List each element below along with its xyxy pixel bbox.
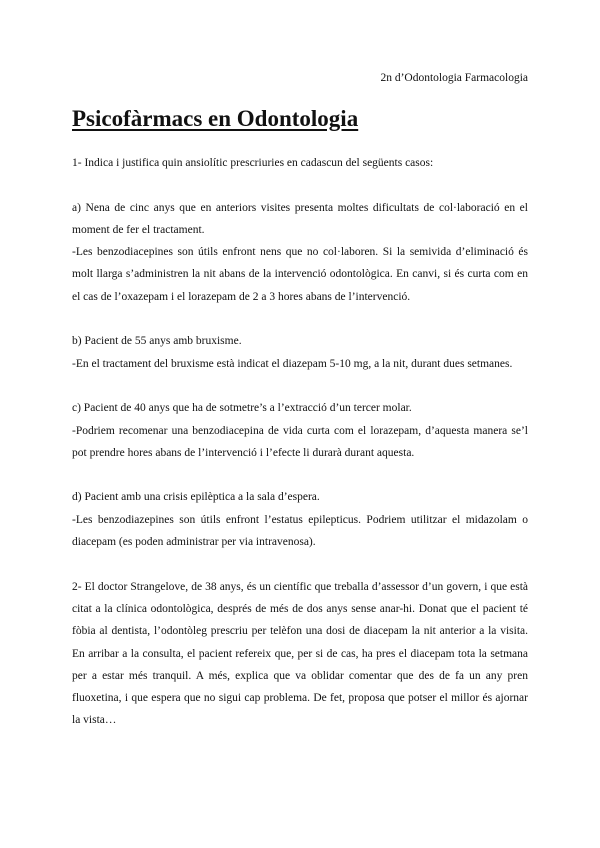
case-d-prompt: d) Pacient amb una crisis epilèptica a la sala d’espera.: [72, 491, 320, 504]
case-a-answer: -Les benzodiacepines son útils enfront nens que no col·laboren. Si la semivida d’eliminació és molt llarga s’administren la nit abans de la intervenció odontològica. En canvi, si és curta com en el cas de l’oxazepam i el lorazepam de 2 a 3 hores abans de l’intervenció.: [72, 246, 528, 303]
case-b-answer: -En el tractament del bruxisme està indicat el diazepam 5-10 mg, a la nit, durant dues setmanes.: [72, 357, 513, 370]
paragraph-spacer: [72, 464, 528, 486]
paragraph-spacer: [72, 553, 528, 575]
paragraph-spacer: [72, 308, 528, 330]
page-title: Psicofàrmacs en Odontologia: [72, 106, 359, 131]
case-c-answer: -Podriem recomenar una benzodiacepina de vida curta com el lorazepam, d’aquesta manera se’l pot prendre hores abans de l’intervenció i l’efecte li durarà durant aquesta.: [72, 424, 528, 459]
case-b-prompt: b) Pacient de 55 anys amb bruxisme.: [72, 335, 242, 348]
case-d-answer: -Les benzodiazepines son útils enfront l’estatus epilepticus. Podriem utilitzar el midazolam o diacepam (es poden administrar per via intravenosa).: [72, 513, 528, 549]
document-body: [72, 152, 528, 732]
course-header: 2n d’Odontologia Farmacologia: [380, 72, 528, 84]
paragraph-spacer: [72, 174, 528, 196]
question-1-intro: 1- Indica i justifica quin ansiolític prescriuries en cadascun del següents casos:: [72, 157, 434, 169]
case-a-prompt: a) Nena de cinc anys que en anteriors visites presenta moltes dificultats de col·laboració en el moment de fer el tractament.: [72, 201, 528, 236]
case-c-prompt: c) Pacient de 40 anys que ha de sotmetre’s a l’extracció d’un tercer molar.: [72, 402, 412, 415]
paragraph-spacer: [72, 375, 528, 397]
question-2-text: 2- El doctor Strangelove, de 38 anys, és un científic que treballa d’assessor d’un govern, i que està citat a la clínica odontològica, després de més de dos anys sense anar-hi. Donat que el pacient té fòbia al dentista, l’odontòleg prescriu per telèfon una dosi de diacepam la nit anterior a la visita. En arribar a la consulta, el pacient refereix que, per si de cas, ha pres el diacepam tota la setmana per a estar més tranquil. A més, explica que va oblidar comentar que des de fa un any pren fluoxetina, i que espera que no sigui cap problema. De fet, proposa que potser el millor és ajornar la vista…: [72, 580, 528, 727]
